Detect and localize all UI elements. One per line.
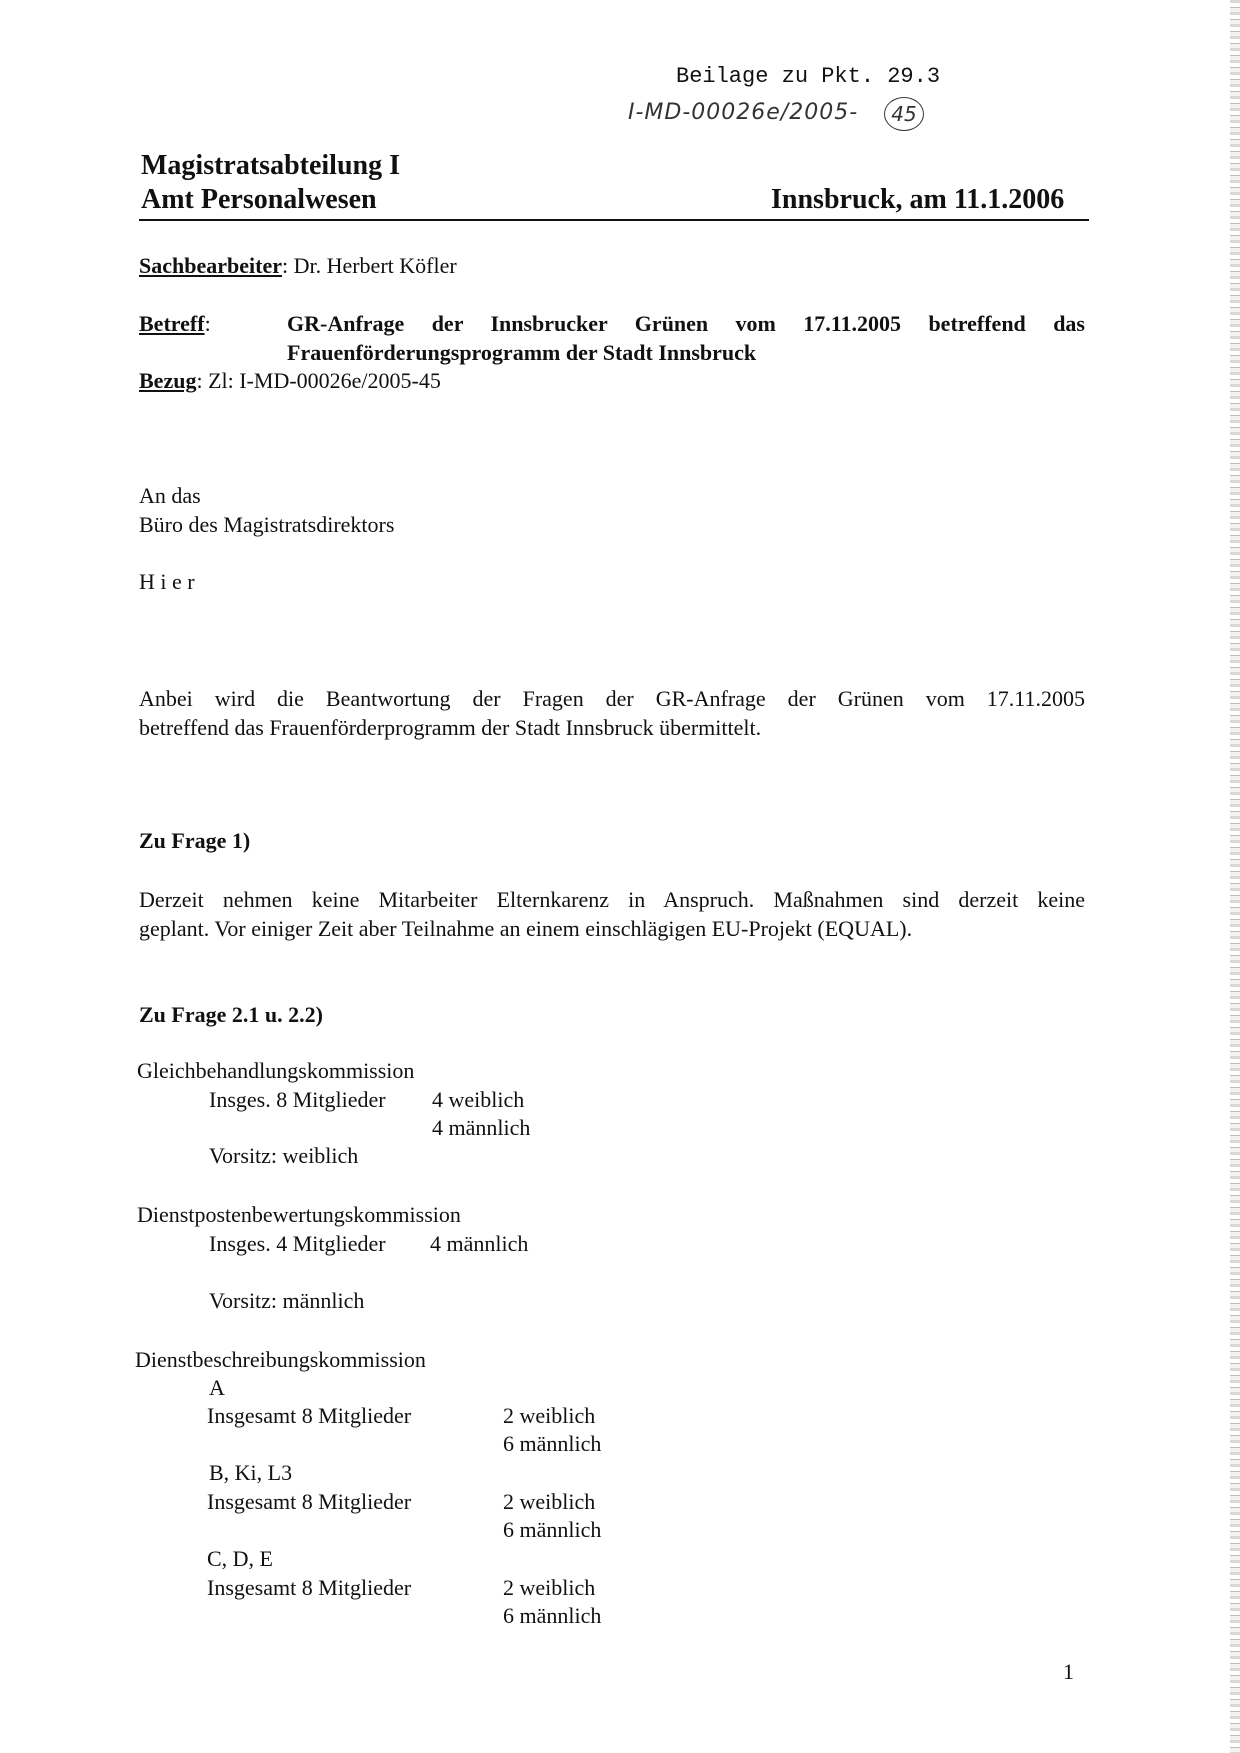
- dpbk-total: Insges. 4 Mitglieder: [209, 1231, 386, 1256]
- sachbearbeiter-label: Sachbearbeiter: [139, 253, 282, 278]
- address-line1: An das: [139, 483, 201, 508]
- bezug-value: : Zl: I-MD-00026e/2005-45: [196, 368, 441, 393]
- header-rule: [139, 219, 1089, 221]
- dbk-group-female: 2 weiblich: [503, 1489, 596, 1514]
- gbk-female: 4 weiblich: [432, 1087, 525, 1112]
- dbk-group-total: Insgesamt 8 Mitglieder: [207, 1489, 412, 1514]
- sachbearbeiter-value: : Dr. Herbert Köfler: [281, 253, 457, 278]
- page-number: 1: [1063, 1659, 1074, 1684]
- dbk-group-female: 2 weiblich: [503, 1575, 596, 1600]
- frage1-line1: Derzeit nehmen keine Mitarbeiter Elternkarenz in Anspruch. Maßnahmen sind derzeit keine: [139, 887, 1085, 912]
- dbk-group-total: Insgesamt 8 Mitglieder: [207, 1575, 412, 1600]
- sachbearbeiter-line: [139, 252, 457, 280]
- frage2-heading: Zu Frage 2.1 u. 2.2): [139, 1002, 323, 1027]
- address-hier: H i e r: [139, 569, 195, 594]
- gbk-chair: Vorsitz: weiblich: [209, 1143, 359, 1168]
- betreff-subject-line1: GR-Anfrage der Innsbrucker Grünen vom 17.11.2005 betreffend das: [287, 311, 1085, 336]
- dbk-group-male: 6 männlich: [503, 1603, 602, 1628]
- intro-line1: Anbei wird die Beantwortung der Fragen der GR-Anfrage der Grünen vom 17.11.2005: [139, 686, 1085, 711]
- betreff-label-line: [139, 310, 211, 338]
- betreff-subject-line2: Frauenförderungsprogramm der Stadt Innsbruck: [287, 340, 757, 365]
- dpbk-male: 4 männlich: [430, 1231, 529, 1256]
- department-name: Magistratsabteilung I: [141, 150, 400, 181]
- dpbk-chair: Vorsitz: männlich: [209, 1288, 365, 1313]
- bezug-line: [139, 367, 441, 395]
- address-line2: Büro des Magistratsdirektors: [139, 512, 395, 537]
- dbk-group-label: C, D, E: [207, 1546, 273, 1571]
- beilage-stamp: Beilage zu Pkt. 29.3: [676, 64, 941, 89]
- scan-edge: [1230, 0, 1240, 1753]
- frage1-line2: geplant. Vor einiger Zeit aber Teilnahme an einem einschlägigen EU-Projekt (EQUAL).: [139, 916, 913, 941]
- dbk-group-male: 6 männlich: [503, 1431, 602, 1456]
- bezug-label: Bezug: [139, 368, 197, 393]
- office-name: Amt Personalwesen: [141, 184, 377, 215]
- gbk-total: Insges. 8 Mitglieder: [209, 1087, 386, 1112]
- handwritten-reference: I-MD-00026e/2005-: [628, 100, 859, 125]
- gbk-title: Gleichbehandlungskommission: [137, 1058, 415, 1083]
- handwritten-circled-number: 45: [884, 97, 924, 131]
- dbk-group-total: Insgesamt 8 Mitglieder: [207, 1403, 412, 1428]
- betreff-label: Betreff: [139, 311, 205, 336]
- dbk-group-female: 2 weiblich: [503, 1403, 596, 1428]
- frage1-heading: Zu Frage 1): [139, 828, 251, 853]
- place-date: Innsbruck, am 11.1.2006: [771, 184, 1065, 215]
- dbk-group-male: 6 männlich: [503, 1517, 602, 1542]
- betreff-colon: :: [204, 311, 211, 336]
- dbk-group-label: B, Ki, L3: [209, 1460, 293, 1485]
- gbk-male: 4 männlich: [432, 1115, 531, 1140]
- intro-line2: betreffend das Frauenförderprogramm der Stadt Innsbruck übermittelt.: [139, 715, 762, 740]
- dbk-group-label: A: [209, 1375, 225, 1400]
- dbk-title: Dienstbeschreibungskommission: [135, 1347, 426, 1372]
- dpbk-title: Dienstpostenbewertungskommission: [137, 1202, 461, 1227]
